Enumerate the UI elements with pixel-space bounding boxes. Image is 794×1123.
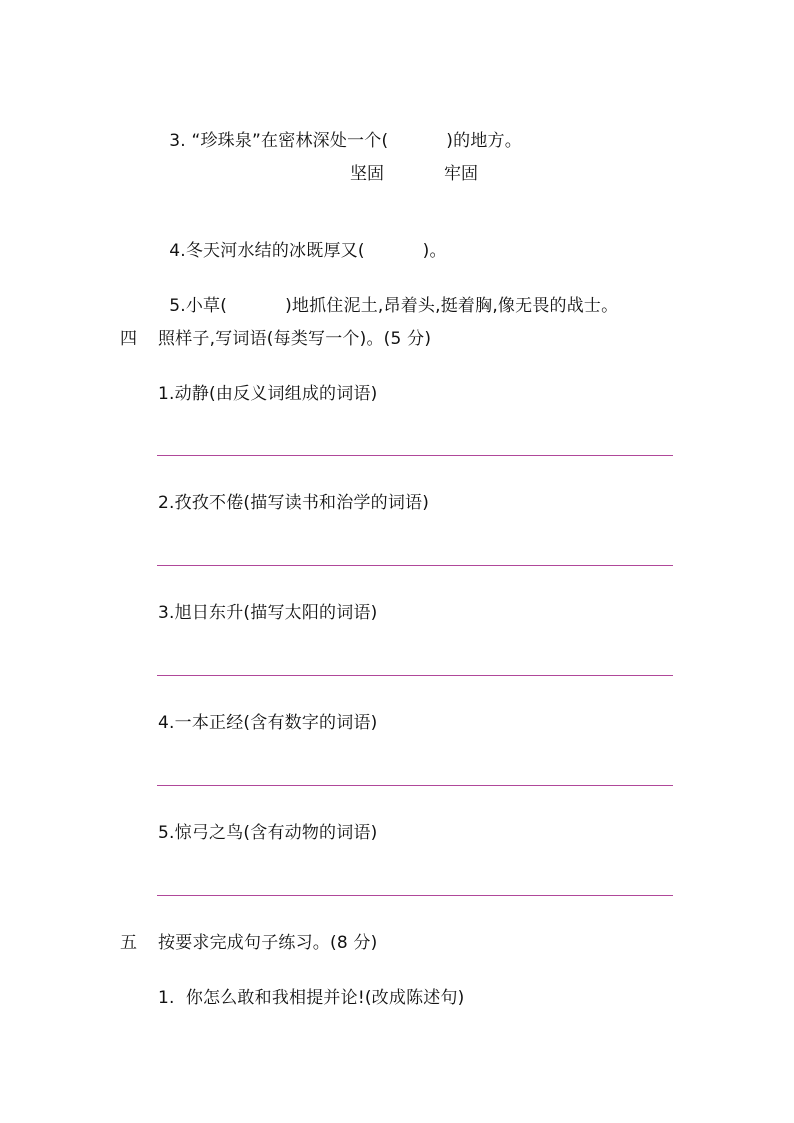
word-option-2: 牢固 xyxy=(444,164,478,184)
question-5-1: 1. 你怎么敢和我相提并论!(改成陈述句) xyxy=(158,988,465,1008)
answer-line-4-1[interactable] xyxy=(157,455,673,456)
section-5-heading: 按要求完成句子练习。(8 分) xyxy=(158,933,378,953)
question-4-2: 2.孜孜不倦(描写读书和治学的词语) xyxy=(158,493,430,513)
question-4-1: 1.动静(由反义词组成的词语) xyxy=(158,384,378,404)
word-option-1: 坚固 xyxy=(350,164,384,184)
question-3-3-text-after: )的地方。 xyxy=(446,131,522,151)
answer-line-4-4[interactable] xyxy=(157,785,673,786)
section-4-number: 四 xyxy=(120,329,138,349)
question-3-5 xyxy=(158,273,618,317)
question-3-5-text-after: )地抓住泥土,昂着头,挺着胸,像无畏的战士。 xyxy=(285,296,619,316)
question-3-4-text-after: )。 xyxy=(422,241,447,261)
answer-line-4-3[interactable] xyxy=(157,675,673,676)
section-5-number: 五 xyxy=(120,933,138,953)
answer-line-4-5[interactable] xyxy=(157,895,673,896)
question-3-4 xyxy=(158,218,447,262)
section-4-heading: 照样子,写词语(每类写一个)。(5 分) xyxy=(158,329,432,349)
question-4-5: 5.惊弓之鸟(含有动物的词语) xyxy=(158,823,378,843)
question-3-3-text-before: 3. “珍珠泉”在密林深处一个( xyxy=(169,131,389,151)
question-3-3 xyxy=(158,108,522,152)
question-3-5-text-before: 5.小草( xyxy=(169,296,228,316)
question-4-4: 4.一本正经(含有数字的词语) xyxy=(158,713,378,733)
answer-line-4-2[interactable] xyxy=(157,565,673,566)
question-4-3: 3.旭日东升(描写太阳的词语) xyxy=(158,603,378,623)
question-3-4-text-before: 4.冬天河水结的冰既厚又( xyxy=(169,241,365,261)
